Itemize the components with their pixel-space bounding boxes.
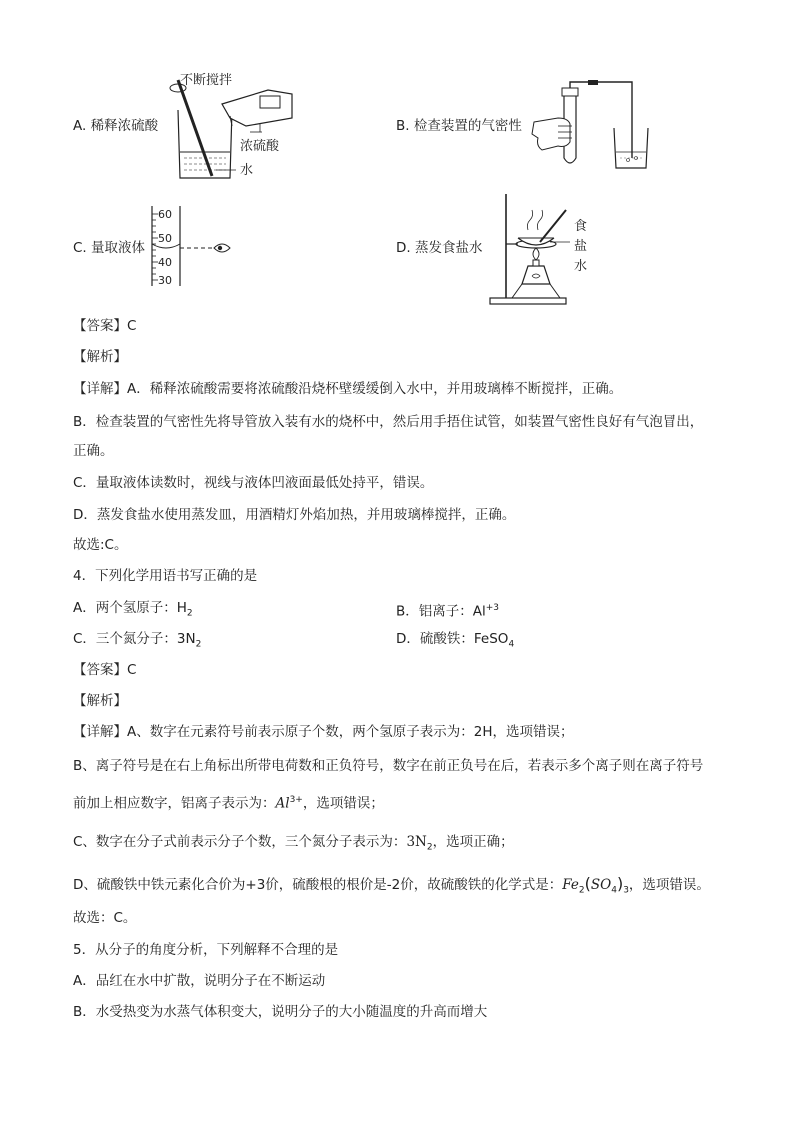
q3-detail-c: C．量取液体读数时，视线与液体凹液面最低处持平，错误。: [73, 475, 434, 491]
q3-detail-a: 【详解】A．稀释浓硫酸需要将浓硫酸沿烧杯壁缓缓倒入水中，并用玻璃棒不断搅拌，正确。: [73, 381, 623, 397]
salt-label-1: 食: [574, 219, 588, 234]
q5-option-a: A．品红在水中扩散，说明分子在不断运动: [73, 973, 326, 989]
acid-label: 浓硫酸: [240, 139, 280, 154]
q4-choose: 故选：C。: [73, 910, 137, 926]
q3-answer: 【答案】C: [73, 318, 137, 334]
cylinder-tick-60: 60: [158, 208, 172, 221]
q4-option-a: A．两个氢原子：$H_2$: [73, 600, 193, 619]
salt-label-2: 盐: [574, 239, 588, 254]
q4-detail-b-2: 前加上相应数字，铝离子表示为：$Al^{3+}$，选项错误；: [73, 795, 384, 812]
figure-measure-liquid: [144, 202, 244, 290]
cylinder-tick-40: 40: [158, 256, 172, 269]
q4-detail-a: 【详解】A、数字在元素符号前表示原子个数，两个氢原子表示为：2H，选项错误；: [73, 724, 574, 740]
option-b-label: B. 检查装置的气密性: [396, 118, 522, 134]
q4-detail-b-1: B、离子符号是在右上角标出所带电荷数和正负符号，数字在前正负号在后，若表示多个离子则在离子符号: [73, 758, 704, 774]
q4-option-b: B．铝离子：$Al^{+3}$: [396, 603, 500, 620]
salt-label-3: 水: [574, 259, 588, 274]
option-c-label: C. 量取液体: [73, 240, 146, 256]
q4-analysis-heading: 【解析】: [73, 693, 127, 709]
q4-detail-d: D、硫酸铁中铁元素化合价为+3价，硫酸根的根价是-2价，故硫酸铁的化学式是：$Fe_2(SO_4)_3$，选项错误。: [73, 874, 710, 896]
q4-detail-c: C、数字在分子式前表示分子个数，三个氮分子表示为：$3N_2$，选项正确；: [73, 834, 514, 853]
q3-detail-b-1: B．检查装置的气密性先将导管放入装有水的烧杯中，然后用手捂住试管，如装置气密性良好有气泡冒出，: [73, 414, 704, 430]
cylinder-tick-30: 30: [158, 274, 172, 287]
cylinder-tick-50: 50: [158, 232, 172, 245]
figure-evaporate-salt: [482, 190, 602, 308]
q5-stem: 5．从分子的角度分析，下列解释不合理的是: [73, 942, 339, 958]
q3-choose: 故选:C。: [73, 537, 128, 553]
hand-icon: [532, 118, 570, 150]
q3-analysis-heading: 【解析】: [73, 349, 127, 365]
q4-answer: 【答案】C: [73, 662, 137, 678]
figure-dilute-acid: [150, 66, 300, 186]
q3-detail-d: D．蒸发食盐水使用蒸发皿，用酒精灯外焰加热，并用玻璃棒搅拌，正确。: [73, 507, 516, 523]
q4-option-d: D．硫酸铁：FeSO$_4$: [396, 631, 515, 650]
figure-airtight-check: [528, 80, 658, 175]
q3-detail-b-2: 正确。: [73, 443, 114, 459]
option-a-label: A. 稀释浓硫酸: [73, 118, 159, 134]
stir-label: 不断搅拌: [180, 73, 233, 88]
option-d-label: D. 蒸发食盐水: [396, 240, 483, 256]
q4-option-c: C．三个氮分子：$3N_2$: [73, 631, 202, 650]
q5-option-b: B．水受热变为水蒸气体积变大，说明分子的大小随温度的升高而增大: [73, 1004, 488, 1020]
water-label: 水: [240, 163, 254, 178]
q4-stem: 4．下列化学用语书写正确的是: [73, 568, 258, 584]
